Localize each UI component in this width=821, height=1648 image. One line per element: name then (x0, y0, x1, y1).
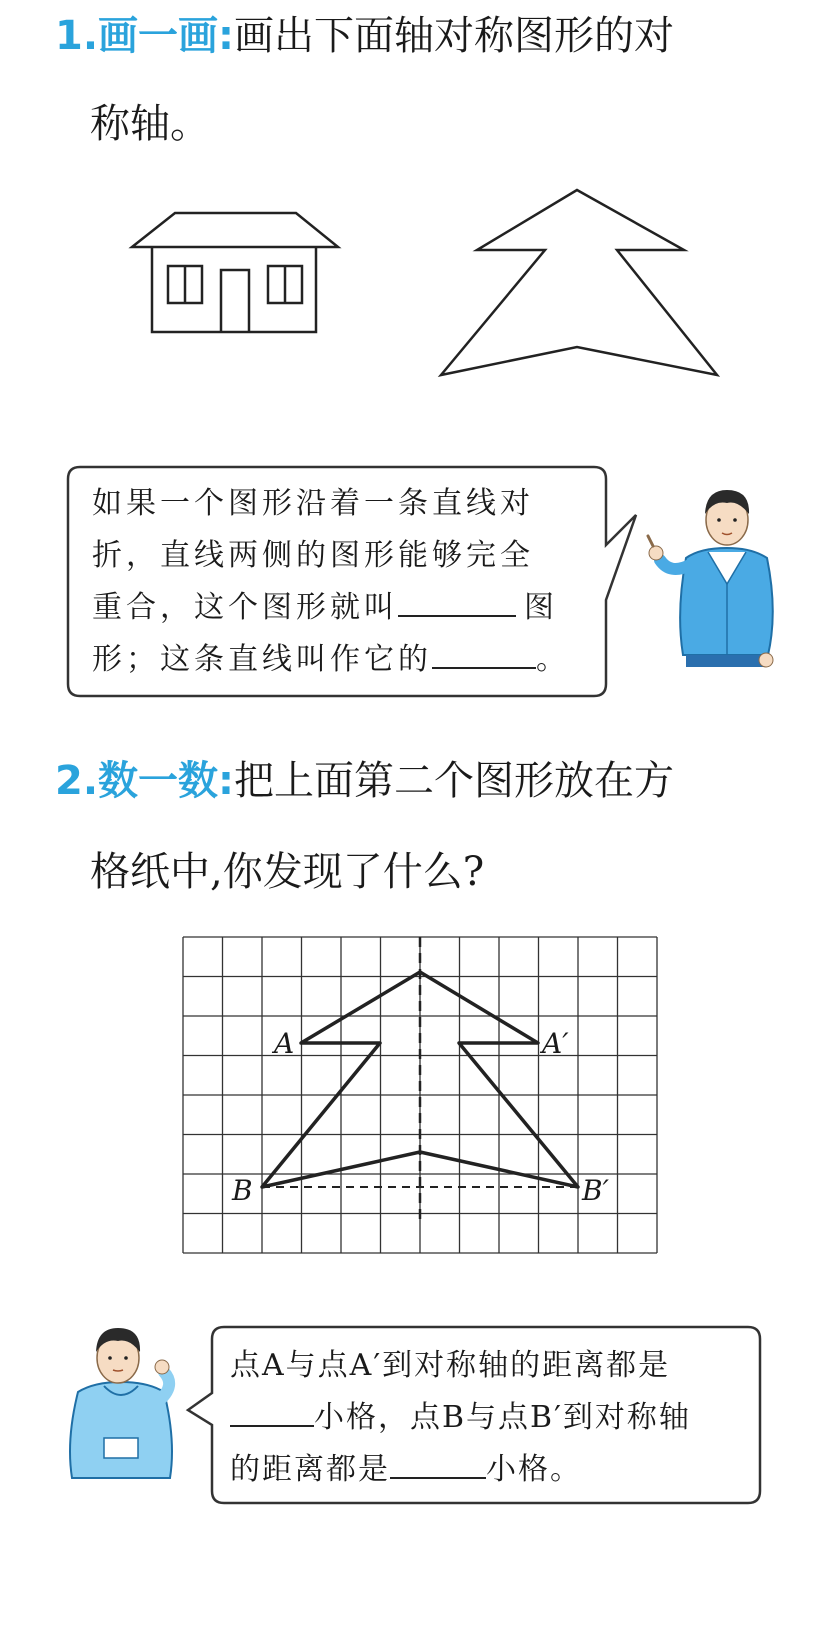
question-2-number: 2. (55, 758, 99, 804)
point-b-prime-label: B′ (582, 1174, 609, 1207)
question-1-number: 1. (55, 13, 99, 59)
question-1-prompt-line2: 称轴。 (90, 101, 210, 147)
bubble-1-line-4-text: 形；这条直线叫作它的 (92, 642, 432, 677)
bubble-2-line-3-text: 的距离都是 (230, 1452, 390, 1487)
question-2-prompt-line1: 把上面第二个图形放在方 (234, 758, 675, 804)
question-1-prompt-line1: 画出下面轴对称图形的对 (234, 13, 675, 59)
point-b-label: B (232, 1174, 253, 1207)
boy-thinking-illustration (70, 1328, 172, 1478)
bubble-2-line-2 (230, 1392, 691, 1444)
bubble-1-line-3-end: 图 (524, 590, 558, 625)
point-a-prime-label: A′ (542, 1027, 569, 1060)
point-a-label: A (274, 1027, 295, 1060)
bubble-2-line-3-end: 小格。 (486, 1452, 582, 1487)
question-1-label: 画一画: (98, 13, 235, 59)
bubble-2-line-2-text: 小格，点B与点B′到对称轴 (314, 1400, 691, 1435)
question-2-label: 数一数: (98, 758, 235, 804)
bubble-2-line-3 (230, 1444, 582, 1496)
answer-blank-b-distance[interactable] (390, 1447, 486, 1479)
question-2-prompt-line2: 格纸中,你发现了什么? (90, 849, 485, 895)
bubble-1-line-1: 如果一个图形沿着一条直线对 (92, 486, 534, 521)
bubble-1-line-4-end: 。 (536, 642, 570, 677)
bubble-1-line-2: 折，直线两侧的图形能够完全 (92, 538, 534, 573)
bubble-1-line-3-text: 重合，这个图形就叫 (92, 590, 398, 625)
bubble-2-line-1: 点A与点A′到对称轴的距离都是 (230, 1348, 671, 1383)
answer-blank-a-distance[interactable] (230, 1395, 314, 1427)
